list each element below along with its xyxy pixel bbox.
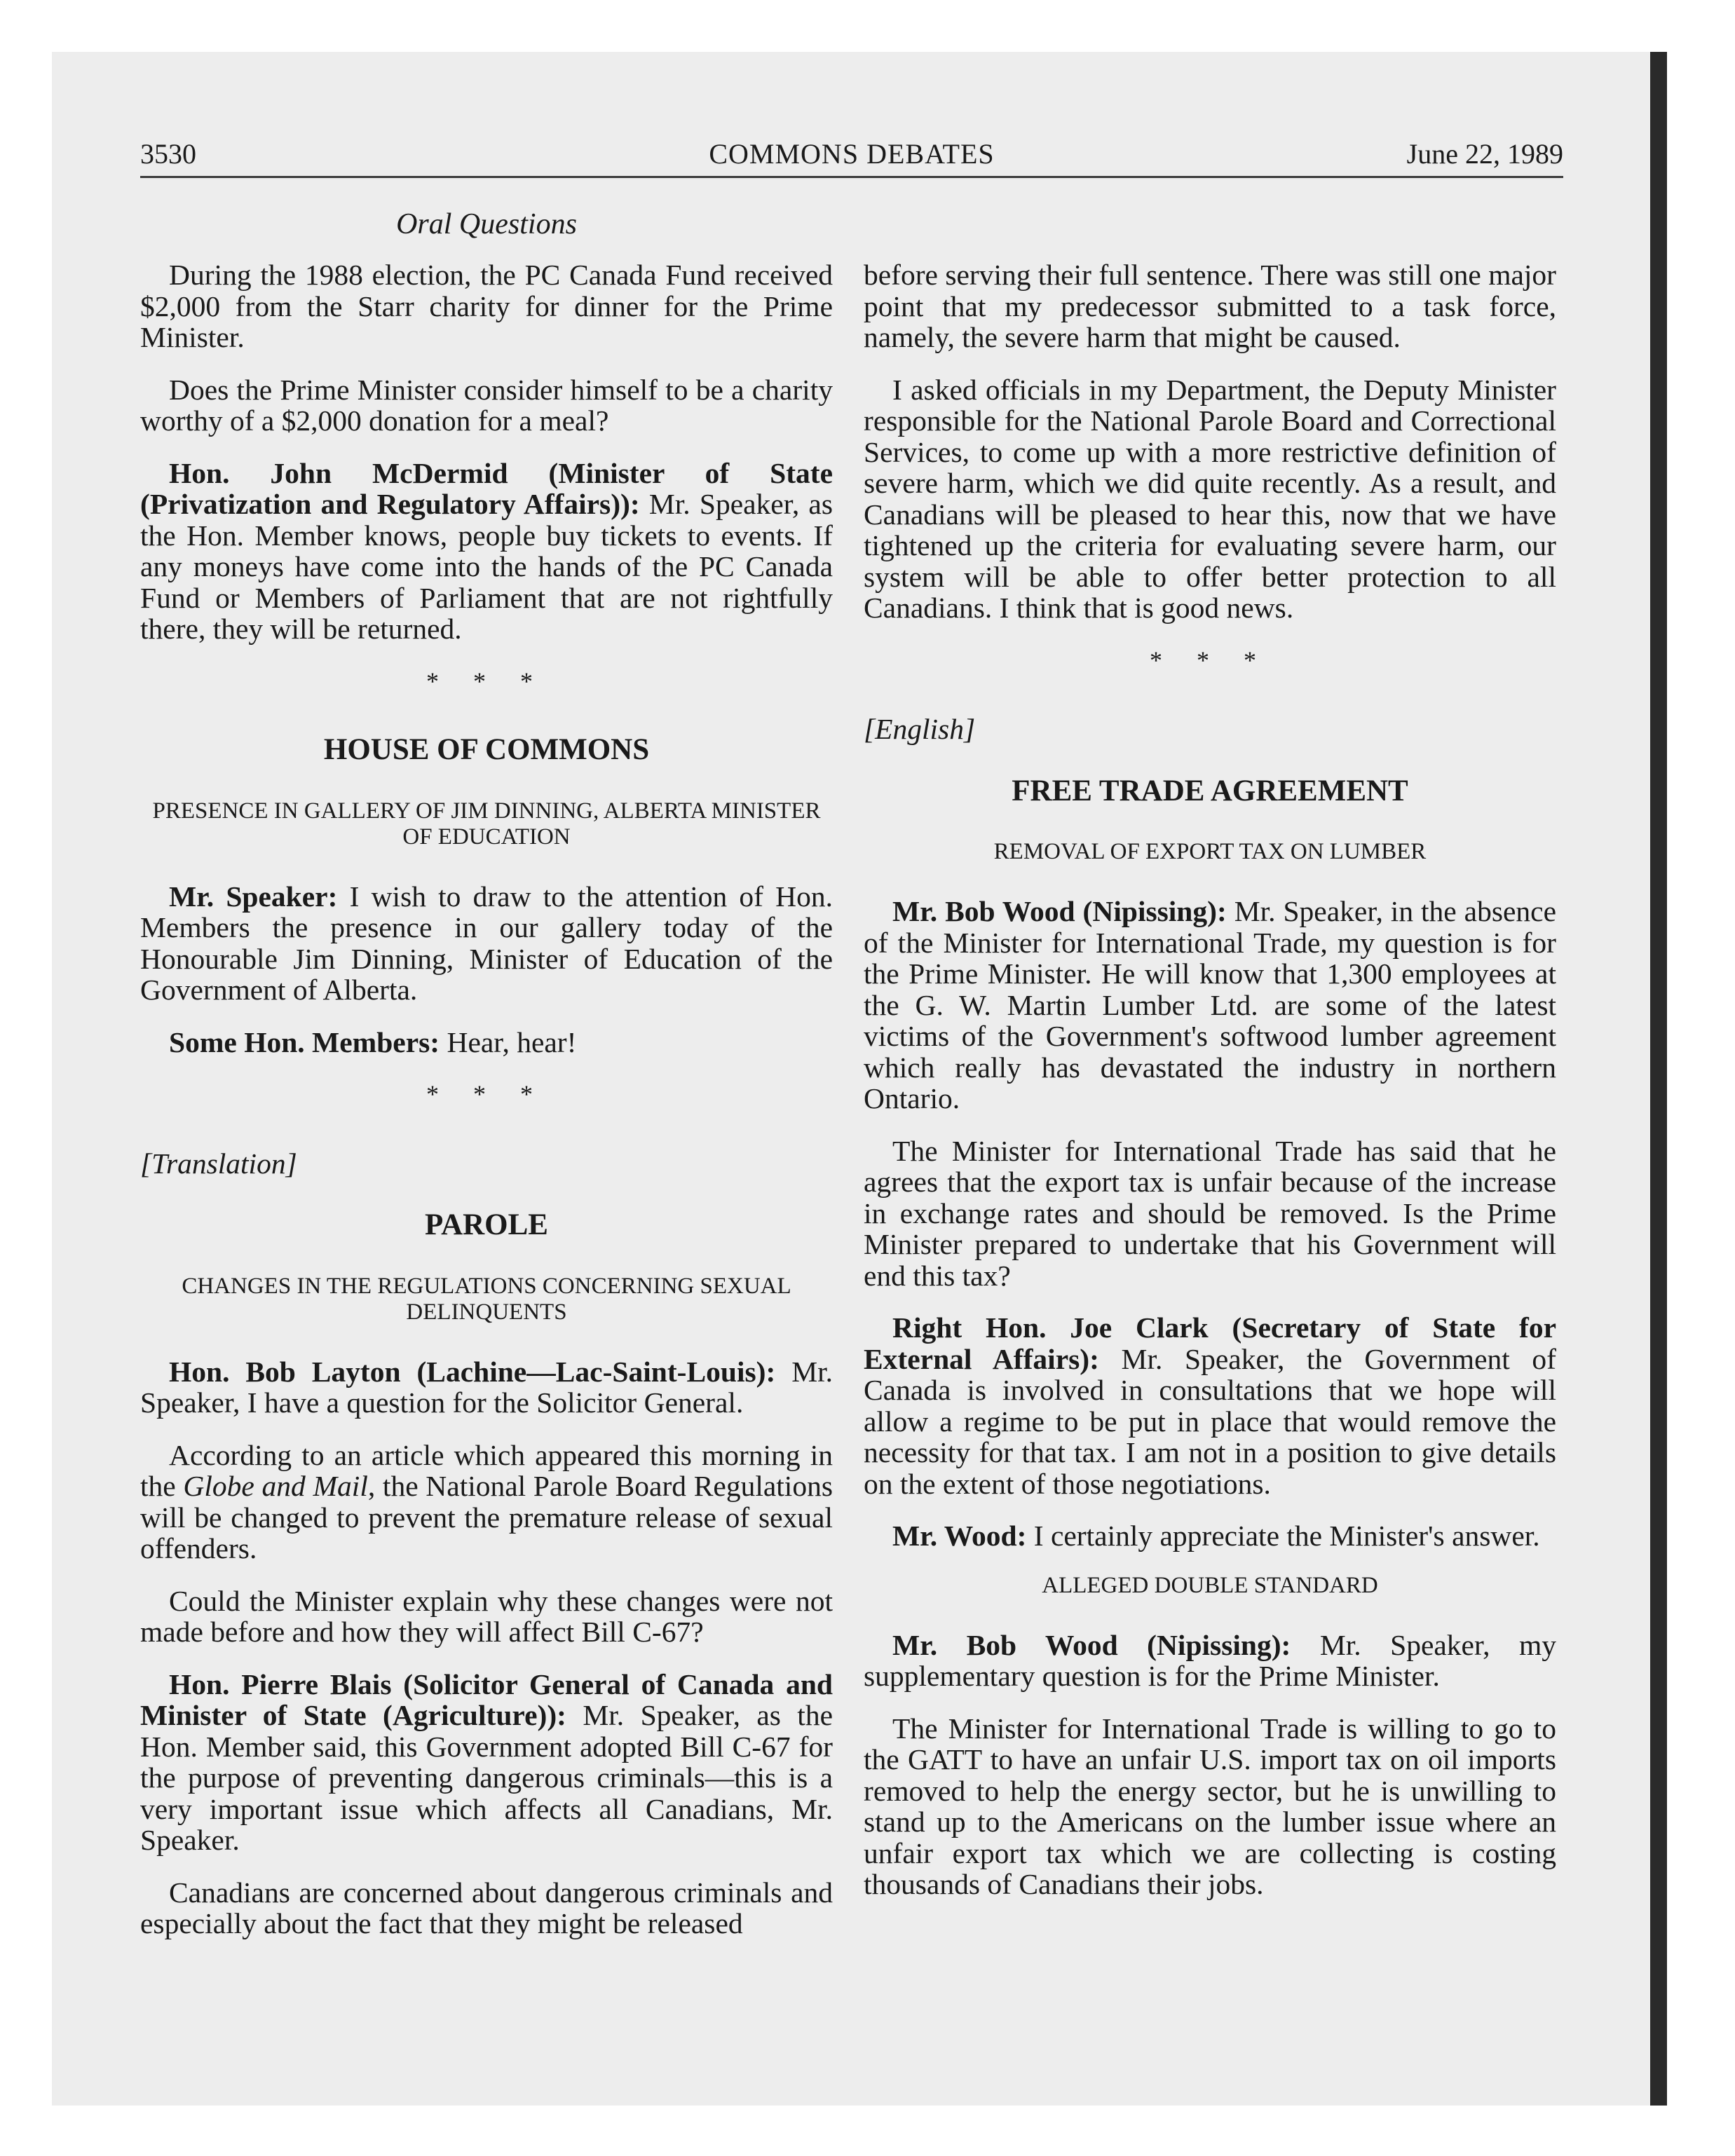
speech-paragraph bbox=[864, 896, 1556, 1114]
speech-text: I certainly appreciate the Minister's answer. bbox=[1026, 1520, 1540, 1552]
page-number: 3530 bbox=[140, 138, 196, 170]
paragraph-text: , the National Parole Board Regulations will be changed to prevent the premature release of sexual offenders. bbox=[140, 1470, 833, 1564]
speaker-name: Hon. Bob Layton (Lachine—Lac-Saint-Louis): bbox=[169, 1355, 776, 1388]
language-note: [English] bbox=[864, 713, 976, 745]
section-separator: * * * bbox=[1150, 646, 1270, 674]
section-heading: FREE TRADE AGREEMENT bbox=[1012, 774, 1408, 807]
section-heading: PAROLE bbox=[425, 1208, 548, 1241]
paragraph: Could the Minister explain why these changes were not made before and how they will affect Bill C-67? bbox=[140, 1584, 833, 1648]
section-separator: * * * bbox=[426, 667, 547, 695]
speaker-name: Some Hon. Members: bbox=[169, 1025, 440, 1058]
right-column bbox=[864, 259, 1556, 1900]
speech-text: I wish to draw to the attention of Hon. Members the presence in our gallery today of the Honourable Jim Dinning, Minister of Education of the Government of Alberta. bbox=[140, 880, 833, 1006]
speech-text: Mr. Speaker, as the Hon. Member said, this Government adopted Bill C-67 for the purpose of preventing dangerous criminals—this is a very important issue which affects all Canadians, Mr. Speaker. bbox=[140, 1699, 833, 1856]
speech-paragraph bbox=[864, 1630, 1556, 1692]
section-heading: HOUSE OF COMMONS bbox=[323, 733, 650, 766]
speaker-name: Hon. Pierre Blais (Solicitor General of Canada and Minister of State (Agriculture)): bbox=[140, 1667, 833, 1731]
scan-edge-shadow bbox=[1650, 52, 1667, 2106]
left-column bbox=[140, 259, 833, 1939]
header-rule bbox=[140, 176, 1563, 178]
speech-text: Hear, hear! bbox=[440, 1025, 577, 1058]
paragraph: I asked officials in my Department, the Deputy Minister responsible for the National Parole Board and Correctional Services, to come up with a more restrictive definition of severe harm, which we did quite recently. As a result, and Canadians will be pleased to hear this, now that we have tightened up the criteria for evaluating severe harm, our system will be able to offer better protection to all Canadians. I think that is good news. bbox=[864, 373, 1556, 624]
section-subheading: PRESENCE IN GALLERY OF JIM DINNING, ALBERTA MINISTER OF EDUCATION bbox=[152, 798, 821, 850]
language-note: [Translation] bbox=[140, 1147, 297, 1180]
speech-paragraph bbox=[864, 1312, 1556, 1499]
paragraph: before serving their full sentence. There was still one major point that my predecessor submitted to a task force, namely, the severe harm that might be caused. bbox=[864, 259, 1556, 353]
speech-paragraph bbox=[140, 1669, 833, 1856]
speech-text: Mr. Speaker, I have a question for the Solicitor General. bbox=[140, 1355, 833, 1419]
paragraph-text: According to an article which appeared this morning in the bbox=[140, 1438, 833, 1502]
speaker-name: Right Hon. Joe Clark (Secretary of State for External Affairs): bbox=[864, 1311, 1556, 1375]
section-separator: * * * bbox=[426, 1080, 547, 1108]
section-subheading: CHANGES IN THE REGULATIONS CONCERNING SEXUAL DELINQUENTS bbox=[182, 1273, 791, 1325]
speech-paragraph bbox=[140, 1356, 833, 1419]
speaker-name: Mr. Bob Wood (Nipissing): bbox=[892, 1628, 1291, 1661]
speaker-name: Mr. Wood: bbox=[892, 1520, 1027, 1552]
speech-paragraph bbox=[864, 1520, 1556, 1552]
speech-paragraph bbox=[140, 881, 833, 1006]
speech-paragraph bbox=[140, 1027, 833, 1058]
speaker-name: Mr. Bob Wood (Nipissing): bbox=[892, 895, 1227, 927]
page-date: June 22, 1989 bbox=[1406, 138, 1563, 170]
paragraph: Does the Prime Minister consider himself to be a charity worthy of a $2,000 donation for a meal? bbox=[140, 373, 833, 437]
section-label: Oral Questions bbox=[396, 208, 577, 240]
journal-title: COMMONS DEBATES bbox=[709, 138, 995, 170]
speaker-name: Mr. Speaker: bbox=[169, 880, 338, 913]
paragraph: During the 1988 election, the PC Canada Fund received $2,000 from the Starr charity for dinner for the Prime Minister. bbox=[140, 259, 833, 353]
paragraph: The Minister for International Trade is willing to go to the GATT to have an unfair U.S. import tax on oil imports removed to help the energy sector, but he is unwilling to stand up to the Americans on the lumber issue where an unfair export tax which we are collecting is costing thousands of Canadians their jobs. bbox=[864, 1712, 1556, 1900]
section-subheading: REMOVAL OF EXPORT TAX ON LUMBER bbox=[993, 839, 1427, 864]
section-subheading: ALLEGED DOUBLE STANDARD bbox=[1042, 1572, 1378, 1598]
speech-text: Mr. Speaker, in the absence of the Minister for International Trade, my question is for the Prime Minister. He will know that 1,300 employees at the G. W. Martin Lumber Ltd. are some of the latest victims of the Government's softwood lumber agreement which really has devastated the industry in northern Ontario. bbox=[864, 895, 1556, 1114]
newspaper-title: Globe and Mail bbox=[183, 1470, 368, 1502]
paragraph: Canadians are concerned about dangerous criminals and especially about the fact that they might be released bbox=[140, 1876, 833, 1939]
speech-text: Mr. Speaker, my supplementary question is for the Prime Minister. bbox=[864, 1628, 1556, 1692]
speech-text: Mr. Speaker, as the Hon. Member knows, people buy tickets to events. If any moneys have come into the hands of the PC Canada Fund or Members of Parliament that are not rightfully there, they will be returned. bbox=[140, 488, 833, 645]
speaker-name: Hon. John McDermid (Minister of State (Privatization and Regulatory Affairs)): bbox=[140, 456, 833, 520]
page-header bbox=[140, 137, 1563, 172]
speech-text: Mr. Speaker, the Government of Canada is involved in consultations that we hope will allow a regime to be put in place that would remove the necessity for that tax. I am not in a position to give details on the extent of those negotiations. bbox=[864, 1342, 1556, 1500]
paragraph: The Minister for International Trade has said that he agrees that the export tax is unfair because of the increase in exchange rates and should be removed. Is the Prime Minister prepared to undertake that his Government will end this tax? bbox=[864, 1134, 1556, 1292]
speech-paragraph bbox=[140, 458, 833, 645]
paragraph bbox=[140, 1440, 833, 1564]
